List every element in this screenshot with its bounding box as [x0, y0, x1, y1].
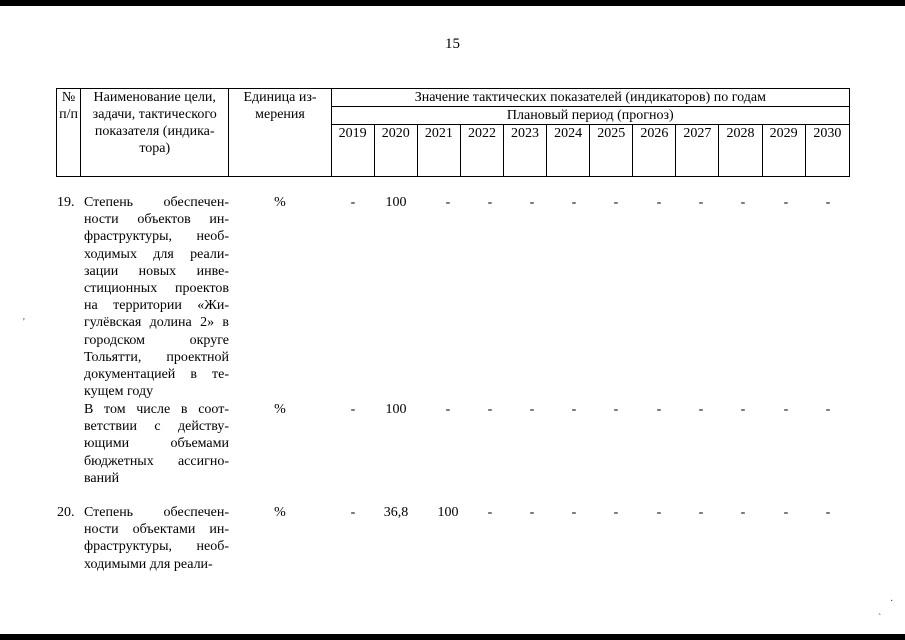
header-year: 2024: [547, 125, 590, 177]
row-value: -: [740, 195, 746, 210]
row-value: -: [825, 195, 831, 210]
header-year: 2030: [805, 125, 849, 177]
header-values-title: Значение тактических показателей (индикаторов) по годам: [331, 89, 849, 107]
header-year: 2019: [331, 125, 374, 177]
header-year: 2027: [676, 125, 719, 177]
stray-mark: `: [878, 613, 882, 624]
row-value: -: [613, 505, 619, 520]
row-value: 100: [385, 402, 407, 417]
row-value: -: [740, 402, 746, 417]
row-description: Степень обеспечен-ности объектов ин-фраструктуры, необ-ходимых для реали-зации новых инве-стиционных проектов на территории «Жи-гулёвская долина 2» в городском округе Тольятти, проектной документацией в те-кущем году: [84, 195, 229, 400]
row-value: -: [740, 505, 746, 520]
header-year: 2022: [460, 125, 503, 177]
row-value: -: [487, 505, 493, 520]
row-value: -: [825, 505, 831, 520]
row-unit: %: [274, 505, 286, 520]
bottom-border: [0, 634, 905, 640]
header-year: 2029: [762, 125, 805, 177]
header-plan-period: Плановый период (прогноз): [331, 107, 849, 125]
table-header: [56, 88, 850, 177]
row-value: -: [487, 402, 493, 417]
row-value: -: [656, 505, 662, 520]
row-unit: %: [274, 195, 286, 210]
row-value: -: [445, 195, 451, 210]
row-unit: %: [274, 402, 286, 417]
row-number: 19.: [57, 195, 75, 210]
header-year: 2023: [504, 125, 547, 177]
header-unit: Единица из-мерения: [229, 89, 331, 177]
row-value: -: [783, 195, 789, 210]
row-value: -: [656, 402, 662, 417]
row-value: -: [825, 402, 831, 417]
header-year: 2026: [633, 125, 676, 177]
row-value: -: [350, 402, 356, 417]
row-value: -: [698, 505, 704, 520]
row-value: -: [656, 195, 662, 210]
row-value: -: [487, 195, 493, 210]
header-year: 2028: [719, 125, 762, 177]
stray-mark: ·: [890, 596, 894, 607]
row-value: -: [529, 195, 535, 210]
page-number: 15: [445, 36, 460, 52]
row-description: Степень обеспечен-ности объектами ин-фраструктуры, необ-ходимыми для реали-: [84, 505, 229, 572]
row-value: -: [783, 402, 789, 417]
header-year: 2021: [417, 125, 460, 177]
row-value: 36,8: [383, 505, 409, 520]
row-value: -: [783, 505, 789, 520]
row-value: 100: [385, 195, 407, 210]
row-description: В том числе в соот-ветствии с действу-ющими объемами бюджетных ассигно-ваний: [84, 402, 229, 486]
header-num: № п/п: [57, 89, 81, 177]
row-number: 20.: [57, 505, 75, 520]
row-value: -: [529, 402, 535, 417]
row-value: -: [350, 505, 356, 520]
row-value: -: [613, 195, 619, 210]
row-value: -: [571, 402, 577, 417]
header-year: 2020: [374, 125, 417, 177]
row-value: -: [350, 195, 356, 210]
header-name: Наименование цели, задачи, тактического показателя (индика-тора): [81, 89, 229, 177]
row-value: -: [698, 402, 704, 417]
row-value: -: [571, 195, 577, 210]
stray-mark: ': [23, 317, 25, 328]
row-value: -: [571, 505, 577, 520]
top-border: [0, 0, 905, 6]
row-value: 100: [437, 505, 459, 520]
row-value: -: [698, 195, 704, 210]
row-value: -: [529, 505, 535, 520]
row-value: -: [613, 402, 619, 417]
row-value: -: [445, 402, 451, 417]
header-year: 2025: [590, 125, 633, 177]
